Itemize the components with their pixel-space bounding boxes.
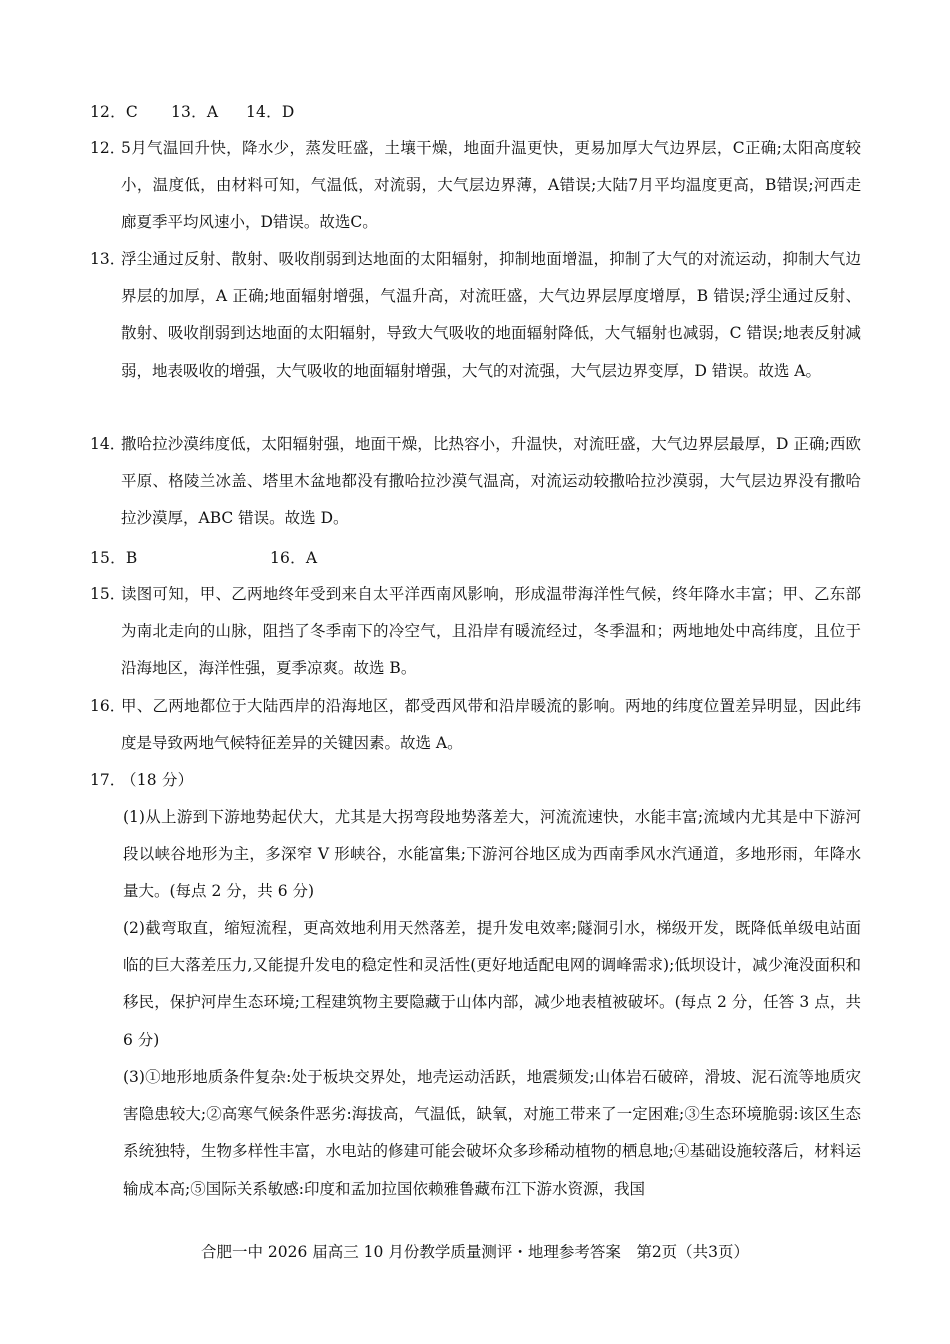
- part-1-answer: (1)从上游到下游地势起伏大，尤其是大拐弯段地势落差大，河流流速快，水能丰富;流域内尤其是中下游河段以峡谷地形为主，多深窄 V 形峡谷，水能富集;下游河谷地区成为西南季风水汽通道，多地形雨，年降水量大。(每点 2 分，共 6 分): [123, 808, 861, 901]
- page-footer: 合肥一中 2026 届高三 10 月份教学质量测评・地理参考答案 第2页（共3页）: [200, 1243, 750, 1261]
- explanation-text: 5月气温回升快，降水少，蒸发旺盛，土壤干燥，地面升温更快，更易加厚大气边界层，C正确;太阳高度较小，温度低，由材料可知，气温低，对流弱，大气层边界薄，A错误;大陆7月平均温度更高，B错误;河西走廊夏季平均风速小，D错误。故选C。: [121, 139, 861, 232]
- question-number: 12．: [90, 139, 126, 157]
- question-number: 14．: [90, 435, 126, 453]
- answer-12: 12．C: [90, 103, 138, 121]
- answer-14: 14．D: [246, 103, 295, 121]
- answer-16: 16．A: [270, 549, 318, 567]
- explanation-text: 甲、乙两地都位于大陆西岸的沿海地区，都受西风带和沿岸暖流的影响。两地的纬度位置差异明显，因此纬度是导致两地气候特征差异的关键因素。故选 A。: [121, 697, 861, 753]
- explanation-text: 撒哈拉沙漠纬度低，太阳辐射强，地面干燥，比热容小，升温快，对流旺盛，大气边界层最厚，D 正确;西欧平原、格陵兰冰盖、塔里木盆地都没有撒哈拉沙漠气温高，对流运动较撒哈拉沙漠弱，大气层边界没有撒哈拉沙漠厚，ABC 错误。故选 D。: [121, 435, 861, 528]
- question-number: 15．: [90, 585, 126, 603]
- explanation-text: 浮尘通过反射、散射、吸收削弱到达地面的太阳辐射，抑制地面增温，抑制了大气的对流运动，抑制大气边界层的加厚，A 正确;地面辐射增强，气温升高，对流旺盛，大气边界层厚度增厚，B 错误;浮尘通过反射、散射、吸收削弱到达地面的太阳辐射，导致大气吸收的地面辐射降低，大气辐射也减弱，C 错误;地表反射减弱，地表吸收的增强，大气吸收的地面辐射增强，大气的对流强，大气层边界变厚，D 错误。故选 A。: [121, 250, 861, 380]
- answer-13: 13．A: [171, 103, 219, 121]
- part-2-answer: (2)截弯取直，缩短流程，更高效地利用天然落差，提升发电效率;隧洞引水，梯级开发，既降低单级电站面临的巨大落差压力,又能提升发电的稳定性和灵活性(更好地适配电网的调峰需求);低坝设计，减少淹没面积和移民，保护河岸生态环境;工程建筑物主要隐藏于山体内部，减少地表植被破坏。(每点 2 分，任答 3 点，共 6 分): [123, 919, 861, 1049]
- answer-15: 15．B: [90, 549, 138, 567]
- part-3-answer: (3)①地形地质条件复杂:处于板块交界处，地壳运动活跃，地震频发;山体岩石破碎，滑坡、泥石流等地质灾害隐患较大;②高寒气候条件恶劣:海拔高，气温低，缺氧，对施工带来了一定困难;③生态环境脆弱:该区生态系统独特，生物多样性丰富，水电站的修建可能会破坏众多珍稀动植物的栖息地;④基础设施较落后，材料运输成本高;⑤国际关系敏感:印度和孟加拉国依赖雅鲁藏布江下游水资源，我国: [123, 1068, 861, 1198]
- question-number: 13．: [90, 250, 126, 268]
- explanation-text: 读图可知，甲、乙两地终年受到来自太平洋西南风影响，形成温带海洋性气候，终年降水丰富；甲、乙东部为南北走向的山脉，阻挡了冬季南下的冷空气，且沿岸有暖流经过，冬季温和；两地地处中高纬度，且位于沿海地区，海洋性强，夏季凉爽。故选 B。: [121, 585, 861, 678]
- question-number: 17．: [90, 771, 126, 789]
- question-number: 16．: [90, 697, 126, 715]
- question-score: （18 分）: [121, 771, 194, 789]
